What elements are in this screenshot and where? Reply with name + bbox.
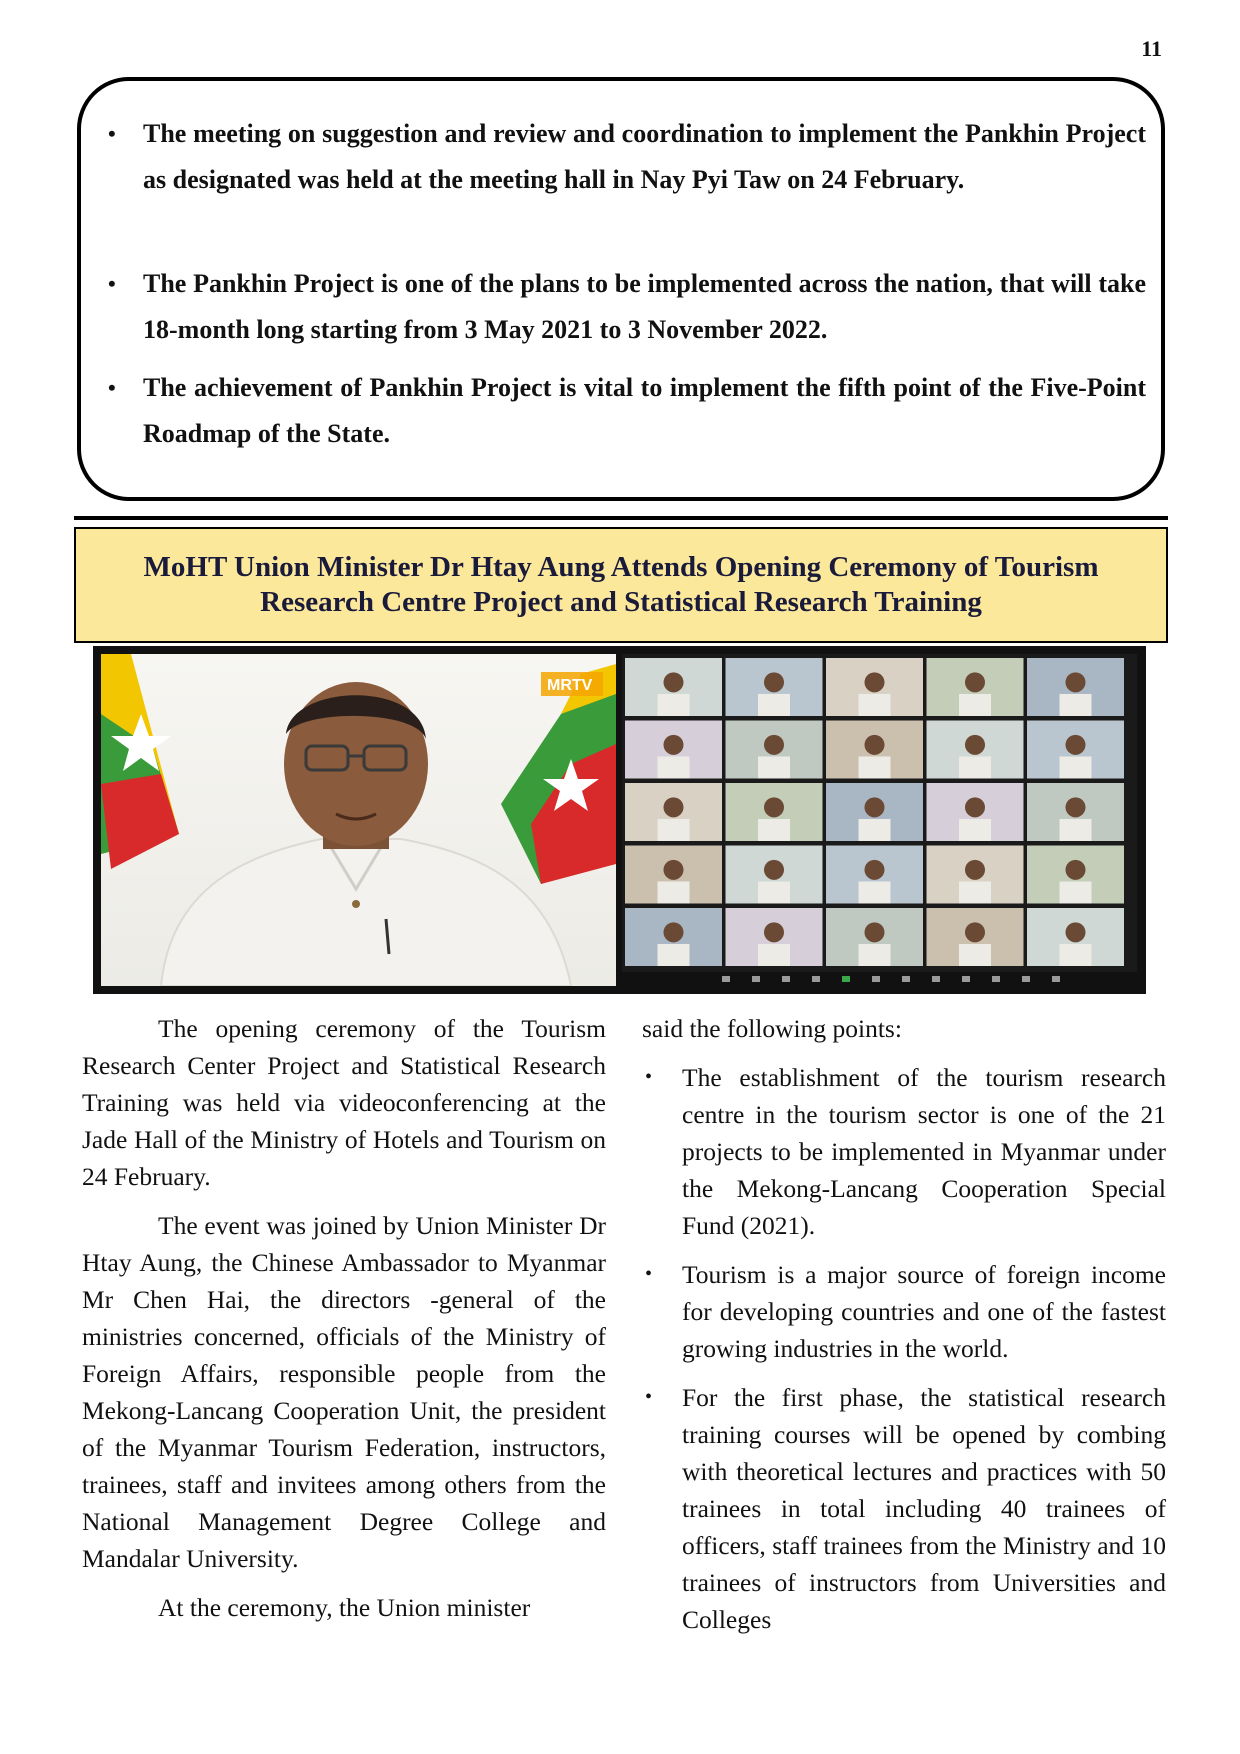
toolbar-icon <box>812 976 820 982</box>
toolbar-icon <box>992 976 1000 982</box>
participant-tile <box>826 721 923 779</box>
point-text: For the first phase, the statistical research training courses will be opened by combing with theoretical lectures and practices with 50 trainees in total including 40 trainees of officers, staff trainees from the Ministry and 10 trainees of instructors from Universities and Colleges <box>682 1383 1166 1634</box>
summary-item-text: The meeting on suggestion and review and coordination to implement the Pankhin Project as designated was held at the meeting hall in Nay Pyi Taw on 24 February. <box>143 119 1146 194</box>
toolbar-icon <box>842 976 850 982</box>
summary-item <box>108 111 1146 203</box>
toolbar-icon <box>872 976 880 982</box>
participant-tile <box>927 658 1024 716</box>
participant-tile <box>726 846 823 904</box>
toolbar-icon <box>932 976 940 982</box>
participant-tile <box>1027 658 1124 716</box>
participant-tile <box>927 721 1024 779</box>
point-item <box>642 1256 1166 1367</box>
participant-tile <box>927 908 1024 966</box>
page-number: 11 <box>1141 36 1162 61</box>
article-photo <box>93 646 1146 994</box>
participant-tile <box>826 908 923 966</box>
headline-line-2: Research Centre Project and Statistical Research Training <box>260 586 982 618</box>
toolbar-icon <box>782 976 790 982</box>
bullet-icon: • <box>645 1263 653 1285</box>
article-headline <box>124 550 1119 620</box>
bullet-icon: • <box>645 1066 653 1088</box>
participant-tile <box>927 846 1024 904</box>
participant-tile <box>1027 846 1124 904</box>
participant-tile <box>826 783 923 841</box>
bullet-icon: • <box>108 121 116 146</box>
participant-tile <box>625 783 722 841</box>
article-intro: said the following points: <box>642 1014 902 1043</box>
participants-video-grid <box>622 654 1137 986</box>
point-item <box>642 1059 1166 1244</box>
article-column-left <box>82 1010 606 1638</box>
participant-tile <box>625 908 722 966</box>
article-paragraph: The opening ceremony of the Tourism Research Center Project and Statistical Research Training was held via videoconferencing at the Jade Hall of the Ministry of Hotels and Tourism on 24 February. <box>82 1014 606 1191</box>
article-paragraph: At the ceremony, the Union minister <box>158 1593 531 1622</box>
participant-tile <box>726 658 823 716</box>
article-paragraph: The event was joined by Union Minister Dr Htay Aung, the Chinese Ambassador to Myanmar Mr Chen Hai, the directors -general of the ministries concerned, officials of the Ministry of Foreign Affairs, responsible people from the Mekong-Lancang Cooperation Unit, the president of the Myanmar Tourism Federation, instructors, trainees, staff and invitees among others from the National Management Degree College and Mandalar University. <box>82 1211 606 1573</box>
participant-tile <box>625 846 722 904</box>
points-list <box>642 1059 1166 1638</box>
participant-tile <box>726 908 823 966</box>
bullet-icon: • <box>108 271 116 296</box>
participant-tile <box>1027 721 1124 779</box>
summary-box <box>77 77 1165 501</box>
toolbar-icon <box>902 976 910 982</box>
toolbar-icon <box>752 976 760 982</box>
participant-tiles <box>622 654 1137 986</box>
summary-item-text: The Pankhin Project is one of the plans to be implemented across the nation, that will take 18-month long starting from 3 May 2021 to 3 November 2022. <box>143 269 1146 344</box>
participant-tile <box>1027 783 1124 841</box>
participant-tile <box>625 658 722 716</box>
bullet-icon: • <box>108 375 116 400</box>
summary-item-text: The achievement of Pankhin Project is vital to implement the fifth point of the Five-Point Roadmap of the State. <box>143 373 1146 448</box>
toolbar-icon <box>962 976 970 982</box>
speaker-video-frame <box>101 654 616 986</box>
participant-tile <box>625 721 722 779</box>
point-text: Tourism is a major source of foreign income for developing countries and one of the fastest growing industries in the world. <box>682 1260 1166 1363</box>
headline-line-1: MoHT Union Minister Dr Htay Aung Attends Opening Ceremony of Tourism <box>143 551 1099 583</box>
participant-tile <box>927 783 1024 841</box>
point-item <box>642 1379 1166 1638</box>
bullet-icon: • <box>645 1386 653 1408</box>
speaker-illustration <box>101 654 616 986</box>
broadcaster-logo-text: MRTV <box>547 677 593 694</box>
article-column-right <box>642 1010 1166 1650</box>
summary-item <box>108 365 1146 457</box>
toolbar-icon <box>722 976 730 982</box>
toolbar-icon <box>1052 976 1060 982</box>
broadcaster-logo-icon <box>541 672 603 696</box>
participant-tile <box>1027 908 1124 966</box>
participant-tile <box>826 658 923 716</box>
toolbar-icon <box>1022 976 1030 982</box>
section-divider <box>74 516 1168 520</box>
point-text: The establishment of the tourism research centre in the tourism sector is one of the 21 projects to be implemented in Myanmar under the Mekong-Lancang Cooperation Special Fund (2021). <box>682 1063 1166 1240</box>
headline-box <box>74 527 1168 643</box>
participant-tile <box>826 846 923 904</box>
participant-tile <box>726 721 823 779</box>
participant-tile <box>726 783 823 841</box>
summary-item <box>108 261 1146 353</box>
